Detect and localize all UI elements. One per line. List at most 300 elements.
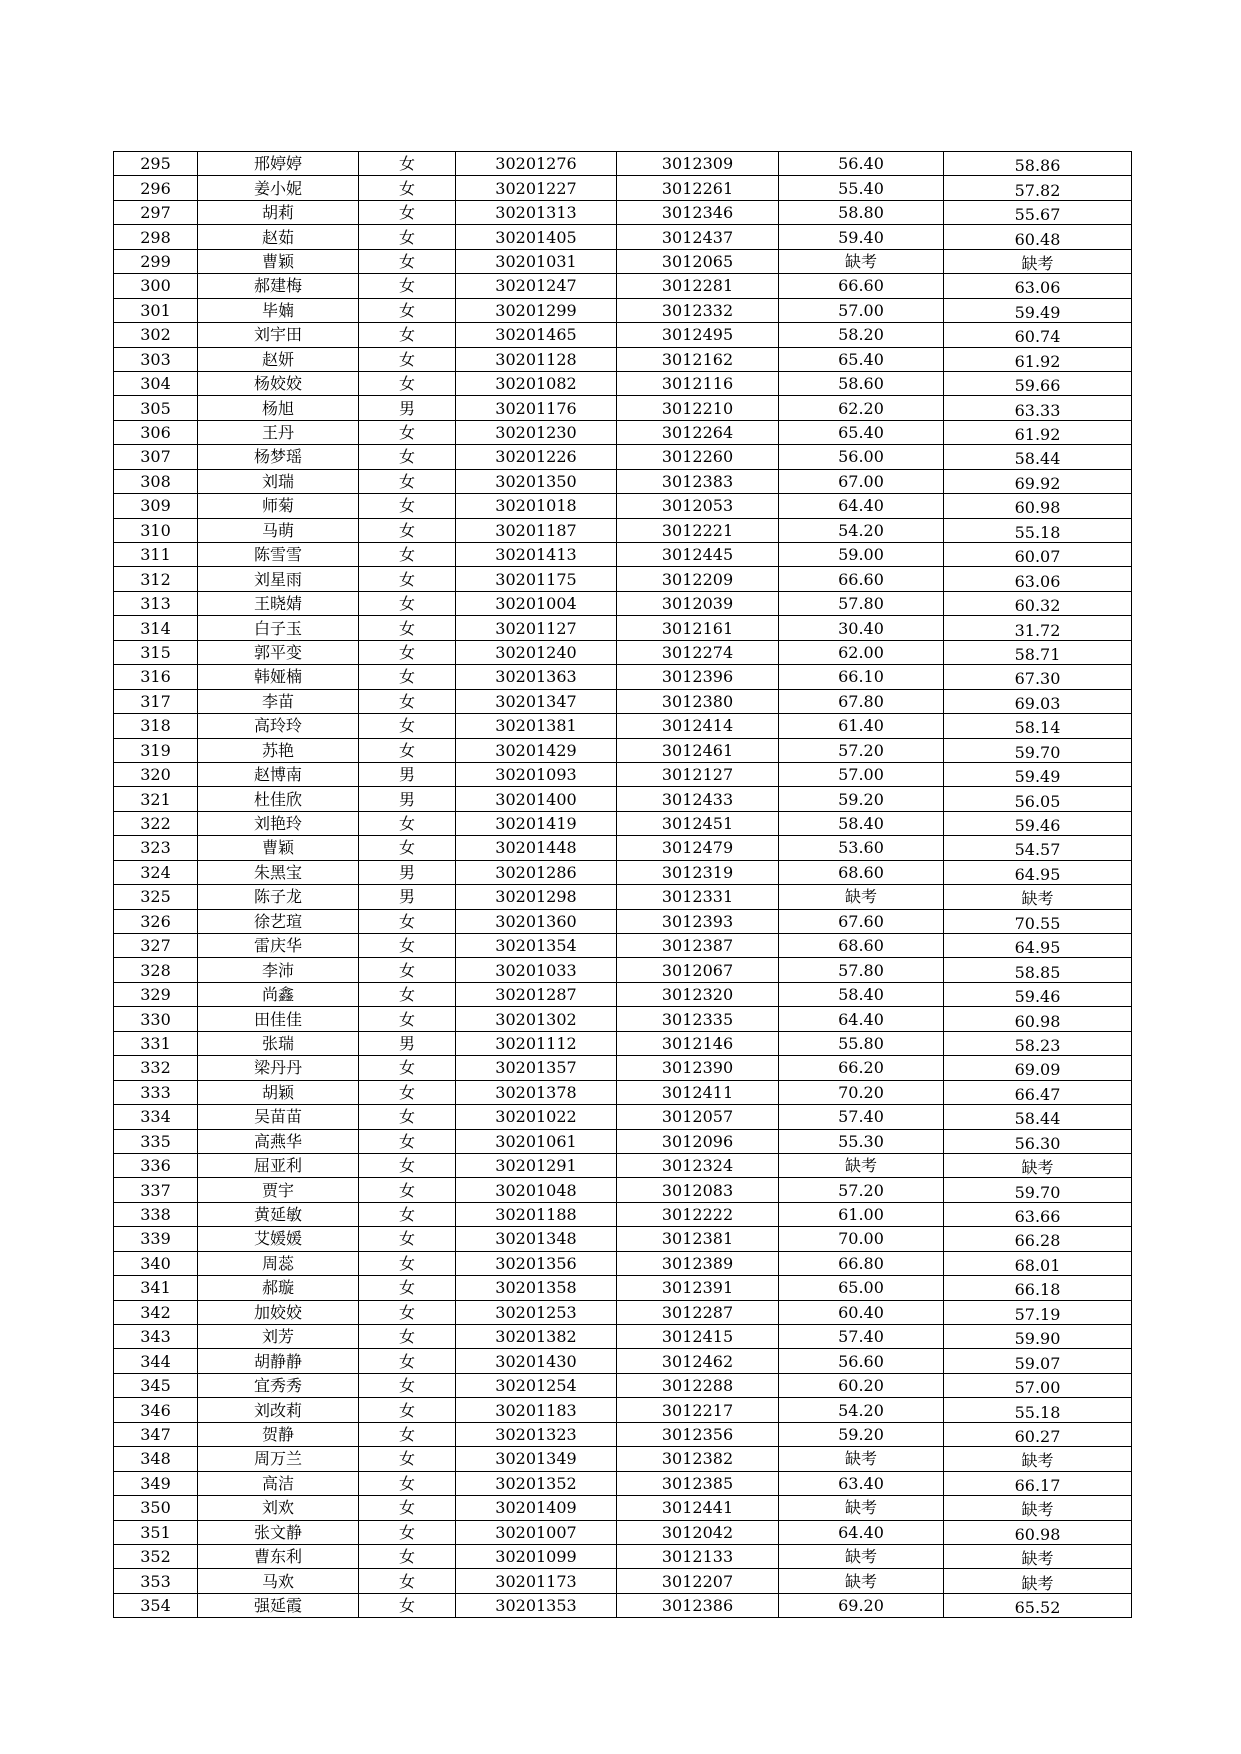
name-cell: 刘宇田 (198, 323, 359, 347)
written-score-cell: 70.00 (779, 1227, 944, 1251)
row-number-cell: 318 (114, 714, 198, 738)
table-row (114, 1056, 1132, 1080)
written-score-cell: 缺考 (779, 1153, 944, 1177)
row-number-cell: 340 (114, 1251, 198, 1275)
gender-cell: 女 (359, 249, 456, 273)
total-score-cell (944, 1422, 1132, 1446)
row-number-cell: 309 (114, 494, 198, 518)
total-score-text: 63.66 (1014, 1207, 1061, 1227)
name-cell: 胡莉 (198, 200, 359, 224)
table-row (114, 714, 1132, 738)
written-score-cell: 30.40 (779, 616, 944, 640)
registration-number-cell: 30201082 (456, 371, 617, 395)
table-row (114, 1251, 1132, 1275)
written-score-cell: 59.00 (779, 543, 944, 567)
gender-cell: 女 (359, 567, 456, 591)
exam-number-cell: 3012335 (617, 1007, 779, 1031)
row-number-cell: 343 (114, 1325, 198, 1349)
table-row (114, 420, 1132, 444)
name-cell: 尚鑫 (198, 982, 359, 1006)
written-score-cell: 69.20 (779, 1593, 944, 1617)
name-cell: 郭平变 (198, 640, 359, 664)
row-number-cell: 324 (114, 860, 198, 884)
exam-number-cell: 3012393 (617, 909, 779, 933)
exam-number-cell: 3012433 (617, 787, 779, 811)
registration-number-cell: 30201226 (456, 445, 617, 469)
registration-number-cell: 30201227 (456, 176, 617, 200)
written-score-cell: 67.80 (779, 689, 944, 713)
total-score-text: 缺考 (1021, 1451, 1054, 1471)
exam-number-cell: 3012161 (617, 616, 779, 640)
written-score-cell: 62.00 (779, 640, 944, 664)
exam-number-cell: 3012332 (617, 298, 779, 322)
total-score-cell (944, 200, 1132, 224)
registration-number-cell: 30201004 (456, 591, 617, 615)
total-score-cell (944, 1031, 1132, 1055)
gender-cell: 女 (359, 738, 456, 762)
total-score-cell (944, 347, 1132, 371)
table-row (114, 469, 1132, 493)
written-score-cell: 缺考 (779, 249, 944, 273)
name-cell: 刘欢 (198, 1496, 359, 1520)
row-number-cell: 344 (114, 1349, 198, 1373)
total-score-text: 缺考 (1021, 253, 1054, 273)
name-cell: 黄延敏 (198, 1202, 359, 1226)
exam-number-cell: 3012441 (617, 1496, 779, 1520)
exam-number-cell: 3012067 (617, 958, 779, 982)
registration-number-cell: 30201381 (456, 714, 617, 738)
gender-cell: 女 (359, 1471, 456, 1495)
name-cell: 马萌 (198, 518, 359, 542)
table-row (114, 323, 1132, 347)
row-number-cell: 337 (114, 1178, 198, 1202)
written-score-cell: 64.40 (779, 494, 944, 518)
table-row (114, 616, 1132, 640)
total-score-text: 69.92 (1014, 473, 1061, 493)
exam-number-cell: 3012451 (617, 811, 779, 835)
gender-cell: 女 (359, 1325, 456, 1349)
registration-number-cell: 30201175 (456, 567, 617, 591)
row-number-cell: 299 (114, 249, 198, 273)
total-score-text: 31.72 (1014, 620, 1061, 640)
written-score-cell: 65.00 (779, 1276, 944, 1300)
gender-cell: 女 (359, 1349, 456, 1373)
row-number-cell: 301 (114, 298, 198, 322)
total-score-cell (944, 1129, 1132, 1153)
total-score-text: 58.71 (1014, 644, 1061, 664)
name-cell: 王丹 (198, 420, 359, 444)
name-cell: 苏艳 (198, 738, 359, 762)
written-score-cell: 53.60 (779, 836, 944, 860)
total-score-cell (944, 1227, 1132, 1251)
registration-number-cell: 30201353 (456, 1593, 617, 1617)
table-row (114, 1276, 1132, 1300)
registration-number-cell: 30201022 (456, 1105, 617, 1129)
total-score-cell (944, 274, 1132, 298)
row-number-cell: 329 (114, 982, 198, 1006)
table-row (114, 371, 1132, 395)
total-score-cell (944, 787, 1132, 811)
row-number-cell: 330 (114, 1007, 198, 1031)
exam-number-cell: 3012217 (617, 1398, 779, 1422)
name-cell: 宜秀秀 (198, 1373, 359, 1397)
table-row (114, 200, 1132, 224)
total-score-text: 67.30 (1014, 669, 1061, 689)
name-cell: 刘艳玲 (198, 811, 359, 835)
row-number-cell: 335 (114, 1129, 198, 1153)
total-score-cell (944, 1544, 1132, 1568)
total-score-cell (944, 1569, 1132, 1593)
row-number-cell: 351 (114, 1520, 198, 1544)
registration-number-cell: 30201061 (456, 1129, 617, 1153)
exam-number-cell: 3012287 (617, 1300, 779, 1324)
table-row (114, 738, 1132, 762)
name-cell: 徐艺瑄 (198, 909, 359, 933)
registration-number-cell: 30201419 (456, 811, 617, 835)
table-row (114, 1178, 1132, 1202)
table-row (114, 1349, 1132, 1373)
registration-number-cell: 30201276 (456, 152, 617, 176)
table-row (114, 1105, 1132, 1129)
score-table-body (114, 152, 1132, 1618)
gender-cell: 女 (359, 347, 456, 371)
written-score-cell: 66.20 (779, 1056, 944, 1080)
table-row (114, 1447, 1132, 1471)
row-number-cell: 300 (114, 274, 198, 298)
name-cell: 朱黑宝 (198, 860, 359, 884)
row-number-cell: 306 (114, 420, 198, 444)
name-cell: 田佳佳 (198, 1007, 359, 1031)
gender-cell: 女 (359, 1520, 456, 1544)
gender-cell: 男 (359, 787, 456, 811)
name-cell: 刘星雨 (198, 567, 359, 591)
gender-cell: 女 (359, 665, 456, 689)
table-row (114, 811, 1132, 835)
written-score-cell: 62.20 (779, 396, 944, 420)
registration-number-cell: 30201405 (456, 225, 617, 249)
row-number-cell: 352 (114, 1544, 198, 1568)
written-score-cell: 56.60 (779, 1349, 944, 1373)
name-cell: 雷庆华 (198, 934, 359, 958)
total-score-cell (944, 1202, 1132, 1226)
exam-number-cell: 3012495 (617, 323, 779, 347)
written-score-cell: 55.80 (779, 1031, 944, 1055)
row-number-cell: 331 (114, 1031, 198, 1055)
written-score-cell: 缺考 (779, 1447, 944, 1471)
name-cell: 高玲玲 (198, 714, 359, 738)
gender-cell: 女 (359, 640, 456, 664)
exam-number-cell: 3012320 (617, 982, 779, 1006)
table-row (114, 1325, 1132, 1349)
registration-number-cell: 30201127 (456, 616, 617, 640)
total-score-cell (944, 689, 1132, 713)
total-score-cell (944, 298, 1132, 322)
exam-number-cell: 3012414 (617, 714, 779, 738)
total-score-text: 59.07 (1014, 1353, 1061, 1373)
total-score-cell (944, 665, 1132, 689)
table-row (114, 152, 1132, 176)
written-score-cell: 58.60 (779, 371, 944, 395)
gender-cell: 女 (359, 1569, 456, 1593)
total-score-text: 60.27 (1014, 1426, 1061, 1446)
total-score-cell (944, 323, 1132, 347)
total-score-text: 59.46 (1014, 987, 1061, 1007)
name-cell: 屈亚利 (198, 1153, 359, 1177)
exam-number-cell: 3012411 (617, 1080, 779, 1104)
exam-number-cell: 3012382 (617, 1447, 779, 1471)
registration-number-cell: 30201254 (456, 1373, 617, 1397)
gender-cell: 女 (359, 1153, 456, 1177)
registration-number-cell: 30201187 (456, 518, 617, 542)
total-score-text: 缺考 (1021, 1158, 1054, 1178)
registration-number-cell: 30201048 (456, 1178, 617, 1202)
total-score-cell (944, 1520, 1132, 1544)
registration-number-cell: 30201230 (456, 420, 617, 444)
registration-number-cell: 30201099 (456, 1544, 617, 1568)
written-score-cell: 56.40 (779, 152, 944, 176)
registration-number-cell: 30201093 (456, 762, 617, 786)
row-number-cell: 321 (114, 787, 198, 811)
table-row (114, 494, 1132, 518)
row-number-cell: 346 (114, 1398, 198, 1422)
row-number-cell: 305 (114, 396, 198, 420)
registration-number-cell: 30201183 (456, 1398, 617, 1422)
name-cell: 艾媛媛 (198, 1227, 359, 1251)
total-score-cell (944, 762, 1132, 786)
row-number-cell: 314 (114, 616, 198, 640)
registration-number-cell: 30201348 (456, 1227, 617, 1251)
exam-number-cell: 3012260 (617, 445, 779, 469)
table-row (114, 640, 1132, 664)
registration-number-cell: 30201291 (456, 1153, 617, 1177)
written-score-cell: 57.00 (779, 762, 944, 786)
gender-cell: 女 (359, 591, 456, 615)
total-score-text: 65.52 (1014, 1598, 1061, 1618)
registration-number-cell: 30201430 (456, 1349, 617, 1373)
row-number-cell: 333 (114, 1080, 198, 1104)
total-score-cell (944, 1349, 1132, 1373)
written-score-cell: 54.20 (779, 518, 944, 542)
total-score-text: 58.44 (1014, 449, 1061, 469)
total-score-cell (944, 249, 1132, 273)
name-cell: 高洁 (198, 1471, 359, 1495)
registration-number-cell: 30201352 (456, 1471, 617, 1495)
written-score-cell: 60.40 (779, 1300, 944, 1324)
gender-cell: 女 (359, 1373, 456, 1397)
registration-number-cell: 30201448 (456, 836, 617, 860)
row-number-cell: 342 (114, 1300, 198, 1324)
total-score-text: 66.17 (1014, 1475, 1061, 1495)
exam-number-cell: 3012274 (617, 640, 779, 664)
gender-cell: 女 (359, 1447, 456, 1471)
exam-number-cell: 3012461 (617, 738, 779, 762)
exam-number-cell: 3012396 (617, 665, 779, 689)
registration-number-cell: 30201465 (456, 323, 617, 347)
exam-number-cell: 3012042 (617, 1520, 779, 1544)
name-cell: 师菊 (198, 494, 359, 518)
name-cell: 曹颖 (198, 836, 359, 860)
table-row (114, 762, 1132, 786)
table-row (114, 982, 1132, 1006)
gender-cell: 女 (359, 1080, 456, 1104)
row-number-cell: 345 (114, 1373, 198, 1397)
registration-number-cell: 30201128 (456, 347, 617, 371)
name-cell: 马欢 (198, 1569, 359, 1593)
name-cell: 毕婻 (198, 298, 359, 322)
total-score-cell (944, 1471, 1132, 1495)
total-score-cell (944, 371, 1132, 395)
row-number-cell: 296 (114, 176, 198, 200)
exam-number-cell: 3012261 (617, 176, 779, 200)
exam-number-cell: 3012116 (617, 371, 779, 395)
name-cell: 赵妍 (198, 347, 359, 371)
gender-cell: 女 (359, 225, 456, 249)
registration-number-cell: 30201349 (456, 1447, 617, 1471)
exam-number-cell: 3012053 (617, 494, 779, 518)
row-number-cell: 313 (114, 591, 198, 615)
table-row (114, 836, 1132, 860)
exam-number-cell: 3012479 (617, 836, 779, 860)
row-number-cell: 325 (114, 885, 198, 909)
table-row (114, 958, 1132, 982)
written-score-cell: 58.40 (779, 982, 944, 1006)
registration-number-cell: 30201287 (456, 982, 617, 1006)
exam-number-cell: 3012096 (617, 1129, 779, 1153)
total-score-cell (944, 1153, 1132, 1177)
registration-number-cell: 30201413 (456, 543, 617, 567)
registration-number-cell: 30201323 (456, 1422, 617, 1446)
total-score-text: 61.92 (1014, 425, 1061, 445)
exam-number-cell: 3012309 (617, 152, 779, 176)
total-score-text: 69.09 (1014, 1060, 1061, 1080)
table-row (114, 1007, 1132, 1031)
exam-number-cell: 3012281 (617, 274, 779, 298)
gender-cell: 女 (359, 1129, 456, 1153)
total-score-text: 66.18 (1014, 1280, 1061, 1300)
table-row (114, 298, 1132, 322)
name-cell: 张瑞 (198, 1031, 359, 1055)
gender-cell: 女 (359, 518, 456, 542)
table-row (114, 1593, 1132, 1617)
table-row (114, 176, 1132, 200)
total-score-text: 60.98 (1014, 498, 1061, 518)
total-score-cell (944, 420, 1132, 444)
total-score-text: 68.01 (1014, 1255, 1061, 1275)
gender-cell: 女 (359, 1202, 456, 1226)
exam-number-cell: 3012207 (617, 1569, 779, 1593)
gender-cell: 女 (359, 1300, 456, 1324)
gender-cell: 女 (359, 1056, 456, 1080)
total-score-text: 55.18 (1014, 522, 1061, 542)
total-score-text: 56.30 (1014, 1133, 1061, 1153)
registration-number-cell: 30201176 (456, 396, 617, 420)
row-number-cell: 336 (114, 1153, 198, 1177)
exam-number-cell: 3012391 (617, 1276, 779, 1300)
total-score-text: 缺考 (1021, 1549, 1054, 1569)
written-score-cell: 61.00 (779, 1202, 944, 1226)
row-number-cell: 312 (114, 567, 198, 591)
gender-cell: 女 (359, 152, 456, 176)
total-score-cell (944, 958, 1132, 982)
table-row (114, 249, 1132, 273)
name-cell: 胡静静 (198, 1349, 359, 1373)
registration-number-cell: 30201357 (456, 1056, 617, 1080)
written-score-cell: 64.40 (779, 1007, 944, 1031)
gender-cell: 女 (359, 836, 456, 860)
exam-number-cell: 3012083 (617, 1178, 779, 1202)
written-score-cell: 65.40 (779, 347, 944, 371)
exam-number-cell: 3012133 (617, 1544, 779, 1568)
written-score-cell: 59.40 (779, 225, 944, 249)
table-row (114, 1544, 1132, 1568)
gender-cell: 女 (359, 1398, 456, 1422)
written-score-cell: 58.20 (779, 323, 944, 347)
written-score-cell: 61.40 (779, 714, 944, 738)
registration-number-cell: 30201188 (456, 1202, 617, 1226)
row-number-cell: 334 (114, 1105, 198, 1129)
written-score-cell: 67.00 (779, 469, 944, 493)
exam-number-cell: 3012390 (617, 1056, 779, 1080)
registration-number-cell: 30201350 (456, 469, 617, 493)
total-score-text: 60.07 (1014, 547, 1061, 567)
row-number-cell: 341 (114, 1276, 198, 1300)
written-score-cell: 68.60 (779, 860, 944, 884)
exam-number-cell: 3012415 (617, 1325, 779, 1349)
registration-number-cell: 30201400 (456, 787, 617, 811)
row-number-cell: 347 (114, 1422, 198, 1446)
table-row (114, 1569, 1132, 1593)
exam-number-cell: 3012319 (617, 860, 779, 884)
gender-cell: 女 (359, 323, 456, 347)
exam-number-cell: 3012331 (617, 885, 779, 909)
table-row (114, 1153, 1132, 1177)
gender-cell: 女 (359, 909, 456, 933)
total-score-cell (944, 1007, 1132, 1031)
total-score-cell (944, 152, 1132, 176)
written-score-cell: 缺考 (779, 885, 944, 909)
table-row (114, 1202, 1132, 1226)
gender-cell: 女 (359, 420, 456, 444)
gender-cell: 女 (359, 1105, 456, 1129)
total-score-cell (944, 518, 1132, 542)
total-score-text: 57.82 (1014, 180, 1061, 200)
name-cell: 梁丹丹 (198, 1056, 359, 1080)
total-score-cell (944, 811, 1132, 835)
written-score-cell: 64.40 (779, 1520, 944, 1544)
name-cell: 杨梦瑶 (198, 445, 359, 469)
table-row (114, 274, 1132, 298)
written-score-cell: 57.80 (779, 958, 944, 982)
total-score-cell (944, 1080, 1132, 1104)
registration-number-cell: 30201299 (456, 298, 617, 322)
registration-number-cell: 30201033 (456, 958, 617, 982)
row-number-cell: 319 (114, 738, 198, 762)
total-score-text: 57.19 (1014, 1304, 1061, 1324)
table-row (114, 1373, 1132, 1397)
gender-cell: 女 (359, 1227, 456, 1251)
gender-cell: 女 (359, 543, 456, 567)
registration-number-cell: 30201382 (456, 1325, 617, 1349)
total-score-cell (944, 494, 1132, 518)
total-score-text: 59.49 (1014, 767, 1061, 787)
registration-number-cell: 30201298 (456, 885, 617, 909)
name-cell: 杜佳欣 (198, 787, 359, 811)
name-cell: 加姣姣 (198, 1300, 359, 1324)
gender-cell: 男 (359, 762, 456, 786)
row-number-cell: 303 (114, 347, 198, 371)
gender-cell: 女 (359, 176, 456, 200)
registration-number-cell: 30201358 (456, 1276, 617, 1300)
